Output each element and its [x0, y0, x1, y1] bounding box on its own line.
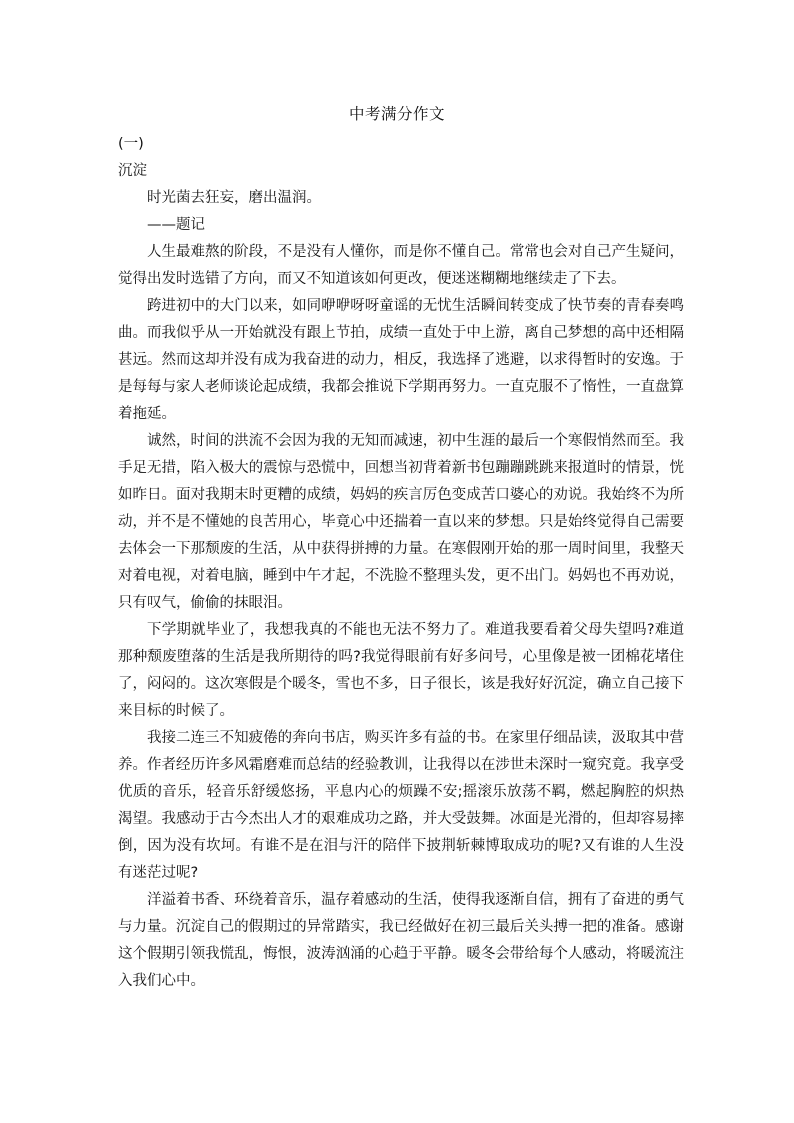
paragraph: 跨进初中的大门以来，如同咿咿呀呀童谣的无忧生活瞬间转变成了快节奏的青春奏鸣曲。而我似乎从一开始就没有跟上节拍，成绩一直处于中上游，离自己梦想的高中还相隔甚远。然而这却并没有成为我奋进的动力，相反，我选择了逃避，以求得暂时的安逸。于是每每与家人老师谈论起成绩，我都会推说下学期再努力。一直克服不了惰性，一直盘算着拖延。 — [118, 298, 684, 422]
essay-body — [118, 131, 684, 995]
epigraph: 时光菌去狂妄，磨出温润。 — [147, 190, 321, 206]
epigraph-attribution: ——题记 — [147, 217, 205, 233]
paragraph: 洋溢着书香、环绕着音乐，温存着感动的生活，使得我逐渐自信，拥有了奋进的勇气与力量。沉淀自己的假期过的异常踏实，我已经做好在初三最后关头搏一把的准备。感谢这个假期引领我慌乱，悔恨，波涛汹涌的心趋于平静。暖冬会带给每个人感动，将暖流注入我们心中。 — [118, 892, 684, 989]
paragraph: 下学期就毕业了，我想我真的不能也无法不努力了。难道我要看着父母失望吗?难道那种颓废堕落的生活是我所期待的吗?我觉得眼前有好多问号，心里像是被一团棉花堵住了，闷闷的。这次寒假是个暖冬，雪也不多，日子很长，该是我好好沉淀，确立自己接下来目标的时候了。 — [118, 622, 684, 719]
paragraph: 我接二连三不知疲倦的奔向书店，购买许多有益的书。在家里仔细品读，汲取其中营养。作者经历许多风霜磨难而总结的经验教训，让我得以在涉世未深时一窥究竟。我享受优质的音乐，轻音乐舒缓悠扬，平息内心的烦躁不安;摇滚乐放荡不羁，燃起胸腔的炽热渴望。我感动于古今杰出人才的艰难成功之路，并大受鼓舞。冰面是光滑的，但却容易摔倒，因为没有坎坷。有谁不是在泪与汗的陪伴下披荆斩棘博取成功的呢?又有谁的人生没有迷茫过呢? — [118, 730, 684, 881]
paragraph: 诚然，时间的洪流不会因为我的无知而减速，初中生涯的最后一个寒假悄然而至。我手足无措，陷入极大的震惊与恐慌中，回想当初背着新书包蹦蹦跳跳来报道时的情景，恍如昨日。面对我期末时更糟的成绩，妈妈的疾言厉色变成苦口婆心的劝说。我始终不为所动，并不是不懂她的良苦用心，毕竟心中还揣着一直以来的梦想。只是始终觉得自己需要去体会一下那颓废的生活，从中获得拼搏的力量。在寒假刚开始的那一周时间里，我整天对着电视，对着电脑，睡到中午才起，不洗脸不整理头发，更不出门。妈妈也不再劝说，只有叹气，偷偷的抹眼泪。 — [118, 433, 684, 611]
essay-title: 沉淀 — [118, 163, 147, 179]
document-title: 中考满分作文 — [348, 105, 445, 123]
section-number: (一) — [118, 136, 144, 152]
paragraph: 人生最难熬的阶段，不是没有人懂你，而是你不懂自己。常常也会对自己产生疑问，觉得出发时选错了方向，而又不知道该如何更改，便迷迷糊糊地继续走了下去。 — [118, 244, 684, 287]
